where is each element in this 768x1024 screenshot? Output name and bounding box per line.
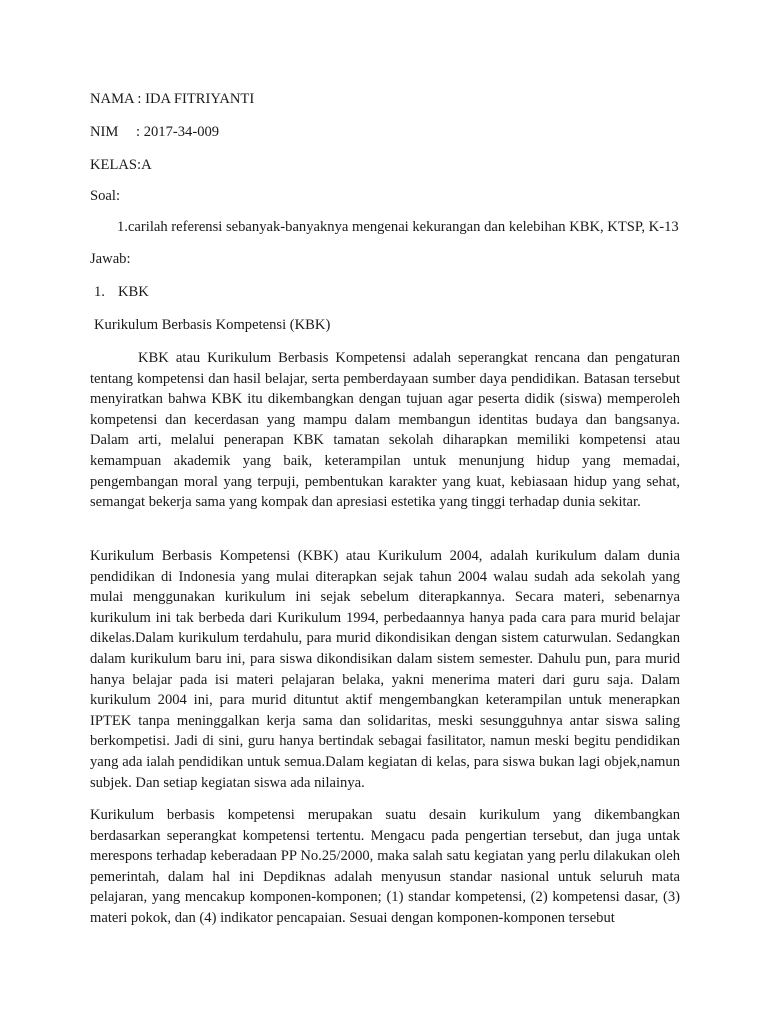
section-number: 1. [94, 284, 105, 300]
nim-value: : 2017-34-009 [136, 124, 220, 140]
question-text: 1.carilah referensi sebanyak-banyaknya mengenai kekurangan dan kelebihan KBK, KTSP, K-13 [117, 219, 679, 235]
answer-label: Jawab: [90, 251, 131, 267]
question-label: Soal: [90, 188, 120, 204]
paragraph-1: KBK atau Kurikulum Berbasis Kompetensi adalah seperangkat rencana dan pengaturan tentang kompetensi dan hasil belajar, serta pemberdayaan sumber daya pendidikan. Batasan tersebut menyiratkan bahwa KBK itu dikembangkan dengan tujuan agar peserta didik (siswa) memperoleh kompetensi dan kecerdasan yang mampu dalam membangun identitas budaya dan bangsanya. Dalam arti, melalui penerapan KBK tamatan sekolah diharapkan memiliki kompetensi atau kemampuan akademik yang baik, keterampilan untuk menunjung hidup yang memadai, pengembangan moral yang terpuji, pembentukan karakter yang kuat, kebiasaan hidup yang sehat, semangat bekerja sama yang kompak dan apresiasi estetika yang tinggi terhadap dunia sekitar. [90, 350, 680, 511]
student-nim [90, 124, 219, 141]
nim-label: NIM [90, 124, 119, 140]
section-title: Kurikulum Berbasis Kompetensi (KBK) [94, 317, 331, 333]
student-name: NAMA : IDA FITRIYANTI [90, 91, 255, 107]
paragraph-2: Kurikulum Berbasis Kompetensi (KBK) atau Kurikulum 2004, adalah kurikulum dalam dunia pendidikan di Indonesia yang mulai diterapkan sejak tahun 2004 walau sudah ada sekolah yang mulai menggunakan kurikulum ini sejak sebelum diterapkannya. Secara materi, sebenarnya kurikulum ini tak berbeda dari Kurikulum 1994, perbedaannya hanya pada cara para murid belajar dikelas.Dalam kurikulum terdahulu, para murid dikondisikan dengan sistem caturwulan. Sedangkan dalam kurikulum baru ini, para siswa dikondisikan dalam sistem semester. Dahulu pun, para murid hanya belajar pada isi materi pelajaran belaka, yakni menerima materi dari guru saja. Dalam kurikulum 2004 ini, para murid dituntut aktif mengembangkan keterampilan untuk menerapkan IPTEK tanpa meninggalkan kerja sama dan solidaritas, meski sesungguhnya antar siswa saling berkompetisi. Jadi di sini, guru hanya bertindak sebagai fasilitator, namun meski begitu pendidikan yang ada ialah pendidikan untuk semua.Dalam kegiatan di kelas, para siswa bukan lagi objek,namun subjek. Dan setiap kegiatan siswa ada nilainya. [90, 548, 680, 791]
section-heading [94, 284, 149, 301]
student-class: KELAS:A [90, 157, 152, 173]
paragraph-3: Kurikulum berbasis kompetensi merupakan suatu desain kurikulum yang dikembangkan berdasarkan seperangkat kompetensi tertentu. Mengacu pada pengertian tersebut, dan juga untak merespons terhadap keberadaan PP No.25/2000, maka salah satu kegiatan yang perlu dilakukan oleh pemerintah, dalam hal ini Depdiknas adalah menyusun standar nasional untuk seluruh mata pelajaran, yang mencakup komponen-komponen; (1) standar kompetensi, (2) kompetensi dasar, (3) materi pokok, dan (4) indikator pencapaian. Sesuai dengan komponen-komponen tersebut [90, 807, 680, 926]
section-heading-text: KBK [118, 284, 149, 300]
